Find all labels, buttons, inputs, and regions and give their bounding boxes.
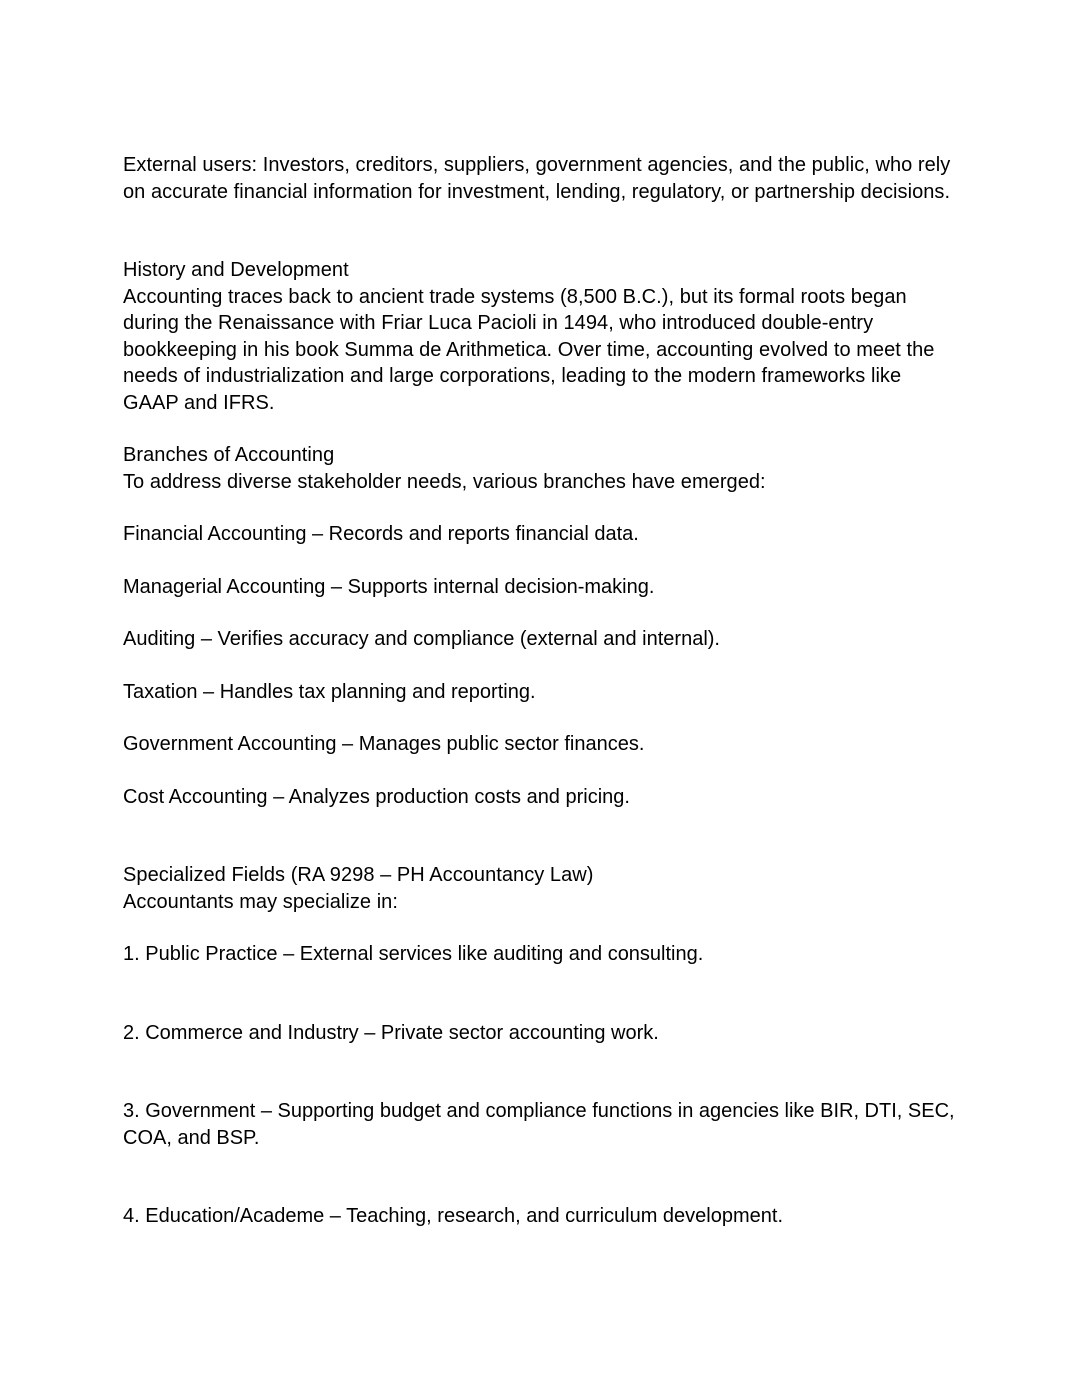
spacer [123,548,955,574]
document-body [123,152,955,1230]
list-item: 1. Public Practice – External services like auditing and consulting. [123,943,704,965]
paragraph-external-users: External users: Investors, creditors, suppliers, government agencies, and the public, who rely on accurate financial information for investment, lending, regulatory, or partnership decisions. [123,154,951,203]
list-item: Managerial Accounting – Supports internal decision-making. [123,575,655,598]
spacer [123,205,955,257]
spacer [123,1151,955,1203]
paragraph-branches-intro: To address diverse stakeholder needs, various branches have emerged: [123,470,766,493]
spacer [123,495,955,521]
spacer [123,810,955,862]
spacer [123,915,955,941]
list-item: Cost Accounting – Analyzes production costs and pricing. [123,785,630,808]
list-item: Taxation – Handles tax planning and reporting. [123,680,536,703]
list-item: 2. Commerce and Industry – Private sector accounting work. [123,1021,659,1044]
list-item: 4. Education/Academe – Teaching, research, and curriculum development. [123,1205,784,1227]
spacer [123,705,955,731]
spacer [123,758,955,784]
spacer [123,968,955,1020]
paragraph-history-body: Accounting traces back to ancient trade systems (8,500 B.C.), but its formal roots began during the Renaissance with Friar Luca Pacioli in 1494, who introduced double-entry bookkeeping in his book Summa de Arithmetica. Over time, accounting evolved to meet the needs of industrialization and large corporations, leading to the modern frameworks like GAAP and IFRS. [123,285,935,414]
list-item: Government Accounting – Manages public sector finances. [123,733,645,755]
spacer [123,1046,955,1098]
paragraph-specialized-intro: Accountants may specialize in: [123,890,398,913]
list-item: Auditing – Verifies accuracy and compliance (external and internal). [123,628,720,650]
spacer [123,653,955,679]
spacer [123,600,955,626]
heading-branches-of-accounting: Branches of Accounting [123,444,335,466]
heading-history-and-development: History and Development [123,259,349,281]
spacer [123,416,955,442]
list-item: 3. Government – Supporting budget and compliance functions in agencies like BIR, DTI, SEC, COA, and BSP. [123,1100,955,1149]
list-item: Financial Accounting – Records and reports financial data. [123,523,639,545]
heading-specialized-fields: Specialized Fields (RA 9298 – PH Accountancy Law) [123,864,594,886]
